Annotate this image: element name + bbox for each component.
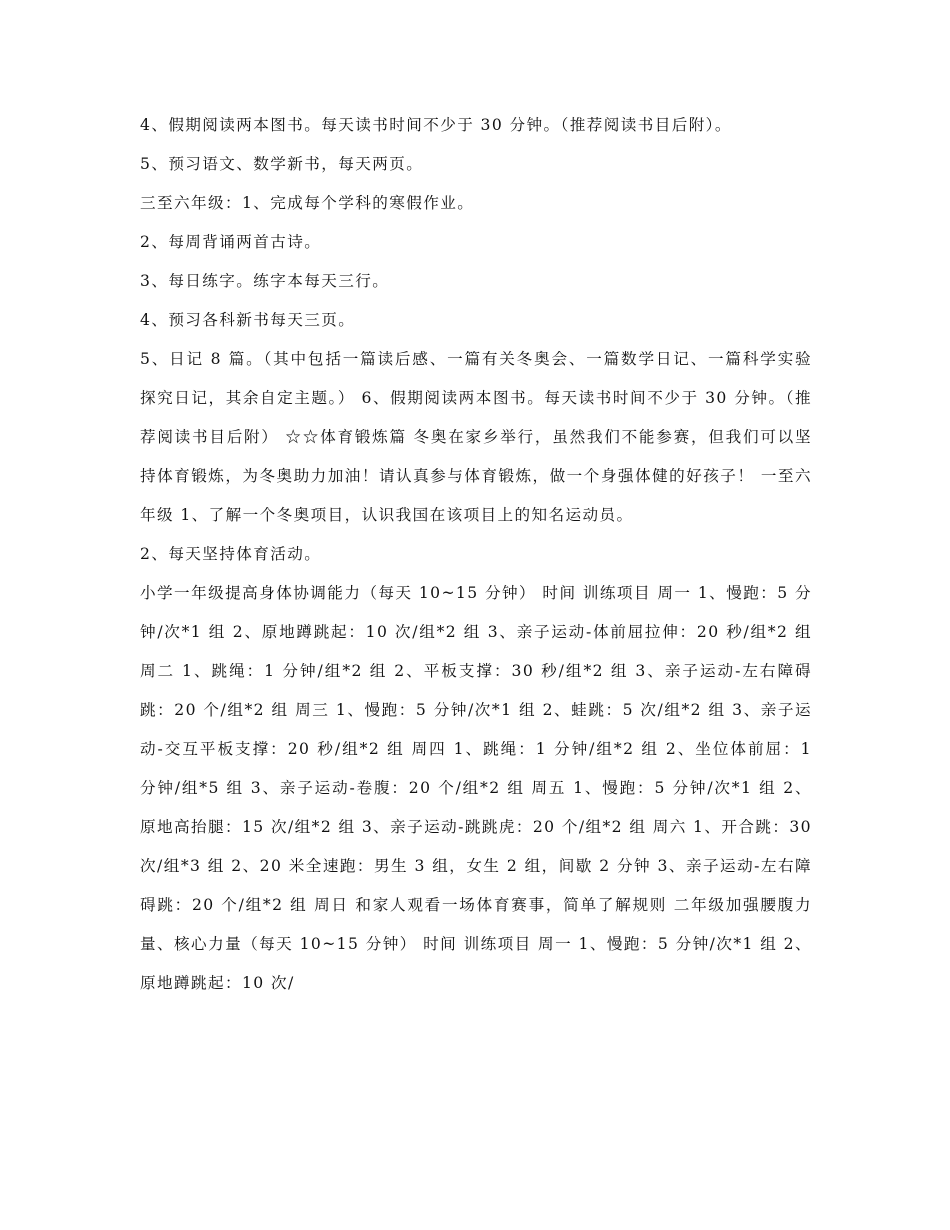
paragraph: 三至六年级：1、完成每个学科的寒假作业。: [140, 194, 475, 212]
paragraph: 3、每日练字。练字本每天三行。: [140, 272, 390, 290]
document-body: [140, 106, 812, 1003]
paragraph: 4、预习各科新书每天三页。: [140, 311, 356, 329]
paragraph: 2、每周背诵两首古诗。: [140, 233, 322, 251]
paragraph: 小学一年级提高身体协调能力（每天 10~15 分钟） 时间 训练项目 周一 1、慢跑：5 分钟/次*1 组 2、原地蹲跳起：10 次/组*2 组 3、亲子运动-体前屈拉伸：20 秒/组*2 组 周二 1、跳绳：1 分钟/组*2 组 2、平板支撑：30 秒/组*2 组 3、亲子运动-左右障碍跳：20 个/组*2 组 周三 1、慢跑：5 分钟/次*1 组 2、蛙跳：5 次/组*2 组 3、亲子运动-交互平板支撑：20 秒/组*2 组 周四 1、跳绳：1 分钟/组*2 组 2、坐位体前屈：1 分钟/组*5 组 3、亲子运动-卷腹：20 个/组*2 组 周五 1、慢跑：5 分钟/次*1 组 2、原地高抬腿：15 次/组*2 组 3、亲子运动-跳跳虎：20 个/组*2 组 周六 1、开合跳：30 次/组*3 组 2、20 米全速跑：男生 3 组，女生 2 组，间歇 2 分钟 3、亲子运动-左右障碍跳：20 个/组*2 组 周日 和家人观看一场体育赛事，简单了解规则 二年级加强腰腹力量、核心力量（每天 10~15 分钟） 时间 训练项目 周一 1、慢跑：5 分钟/次*1 组 2、原地蹲跳起：10 次/: [140, 584, 812, 992]
paragraph: 5、日记 8 篇。（其中包括一篇读后感、一篇有关冬奥会、一篇数学日记、一篇科学实验探究日记，其余自定主题。） 6、假期阅读两本图书。每天读书时间不少于 30 分钟。（推荐阅读书目后附） ☆☆体育锻炼篇 冬奥在家乡举行，虽然我们不能参赛，但我们可以坚持体育锻炼，为冬奥助力加油！请认真参与体育锻炼，做一个身强体健的好孩子！ 一至六年级 1、了解一个冬奥项目，认识我国在该项目上的知名运动员。: [140, 350, 812, 524]
paragraph: 5、预习语文、数学新书，每天两页。: [140, 155, 424, 173]
paragraph: 2、每天坚持体育活动。: [140, 545, 322, 563]
paragraph: 4、假期阅读两本图书。每天读书时间不少于 30 分钟。（推荐阅读书目后附）。: [140, 116, 732, 134]
